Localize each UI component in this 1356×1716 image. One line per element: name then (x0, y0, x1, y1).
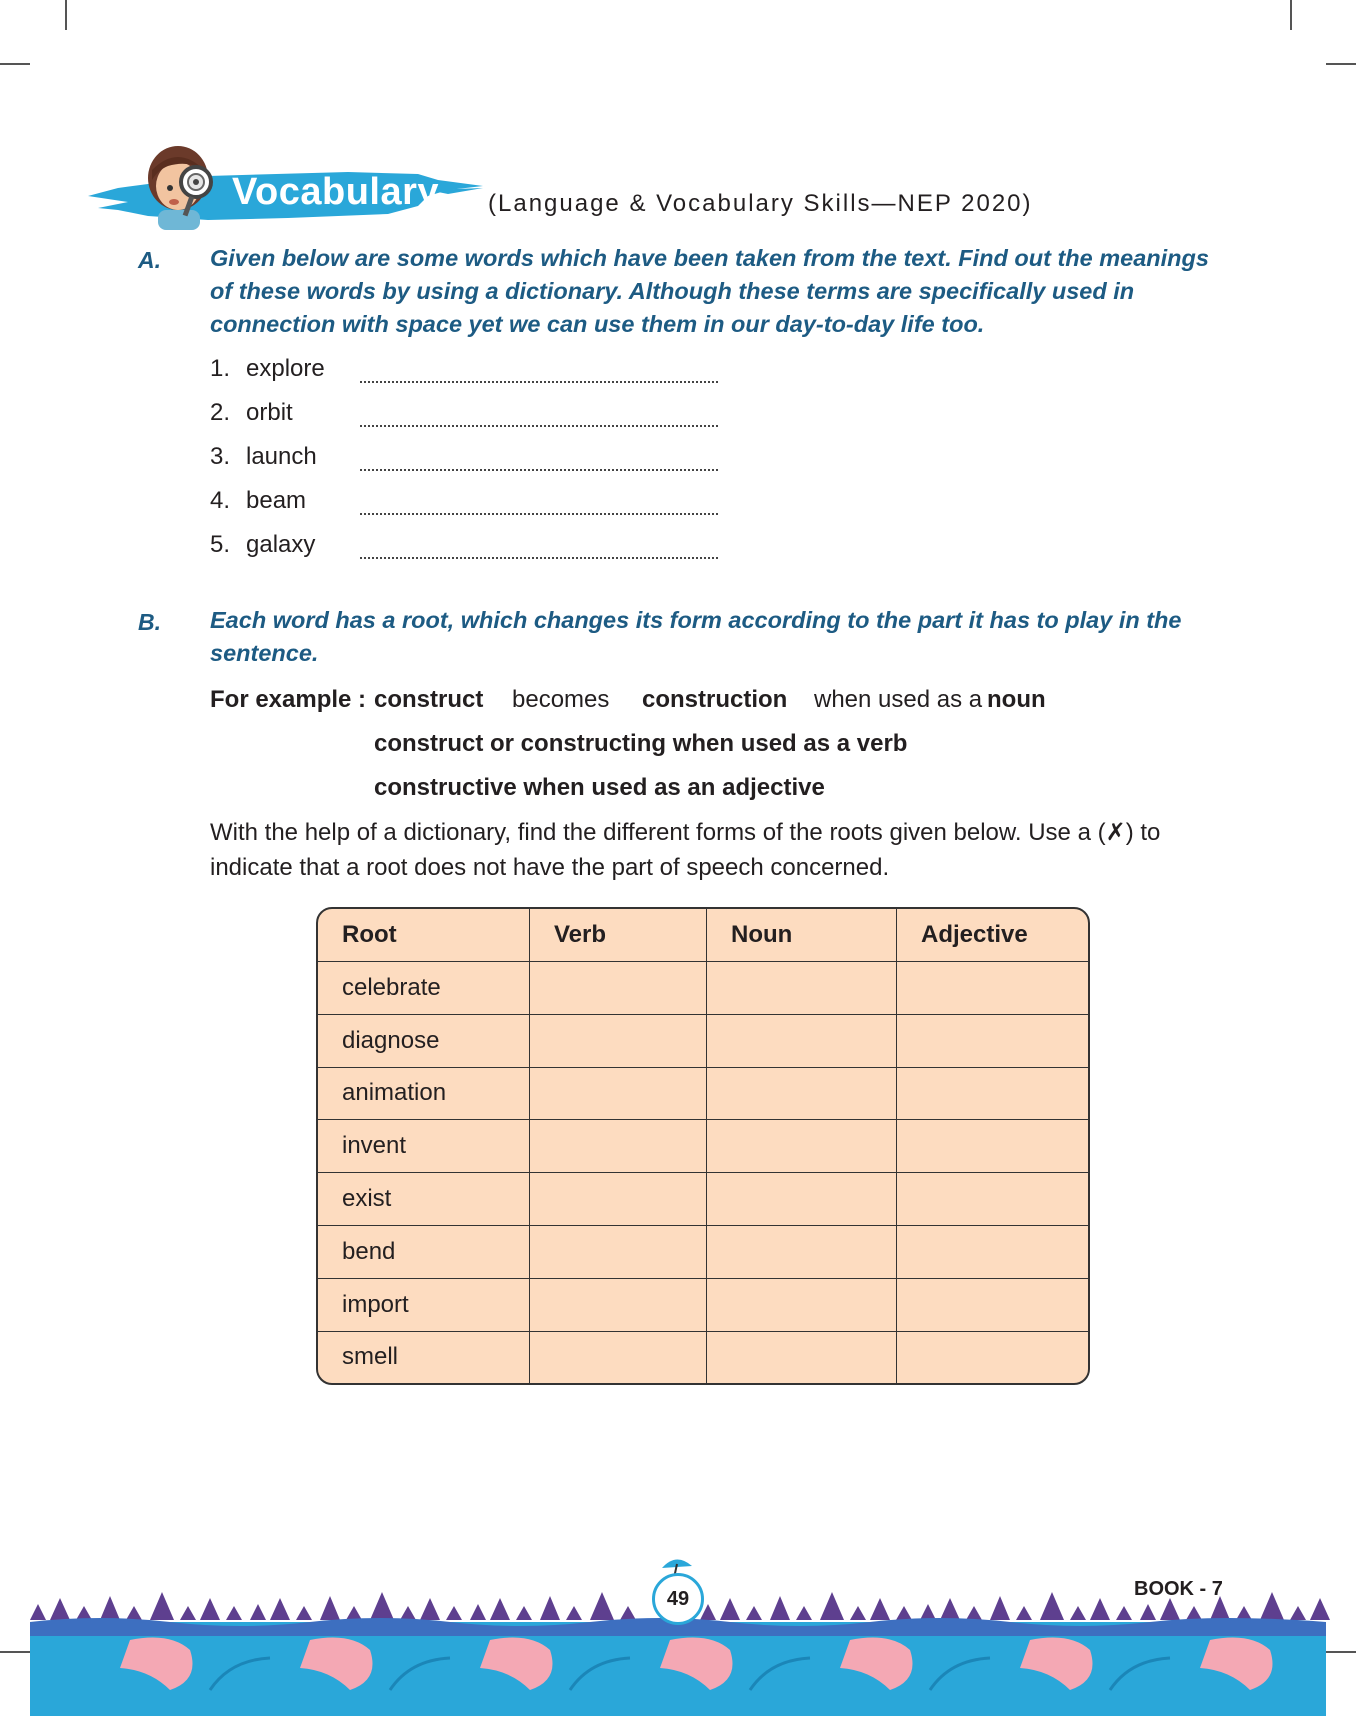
noun-cell[interactable] (707, 1067, 897, 1120)
table-row (318, 1173, 1088, 1226)
verb-cell[interactable] (530, 1014, 707, 1067)
table-row (318, 1225, 1088, 1278)
item-word: beam (246, 487, 307, 514)
example-noun-form: construction (642, 686, 788, 713)
item-word: galaxy (246, 531, 316, 558)
root-cell: celebrate (318, 962, 530, 1015)
item-word: launch (246, 443, 317, 470)
girl-with-magnifier-icon (138, 140, 230, 232)
root-cell: invent (318, 1120, 530, 1173)
table-row (318, 1014, 1088, 1067)
example-label: For example : (210, 686, 367, 713)
adjective-cell[interactable] (897, 1120, 1089, 1173)
verb-cell[interactable] (530, 1278, 707, 1331)
answer-blank[interactable] (360, 357, 718, 383)
book-label: BOOK - 7 (1134, 1578, 1223, 1600)
verb-cell[interactable] (530, 1225, 707, 1278)
noun-cell[interactable] (707, 1014, 897, 1067)
table-row (318, 962, 1088, 1015)
header-adjective: Adjective (897, 909, 1089, 962)
answer-blank[interactable] (360, 401, 718, 427)
header-noun: Noun (707, 909, 897, 962)
list-item (210, 531, 718, 575)
crop-mark (0, 63, 30, 65)
crop-mark (65, 0, 67, 30)
noun-cell[interactable] (707, 1173, 897, 1226)
item-number: 3. (210, 443, 231, 470)
adjective-cell[interactable] (897, 1225, 1089, 1278)
question-b-instruction: Each word has a root, which changes its form according to the part it has to play in the sentence. (210, 607, 1182, 666)
list-item (210, 487, 718, 531)
crop-mark (1326, 63, 1356, 65)
adjective-cell[interactable] (897, 1173, 1089, 1226)
table-row (318, 1120, 1088, 1173)
word-forms-table (316, 907, 1090, 1385)
root-cell: exist (318, 1173, 530, 1226)
root-cell: smell (318, 1331, 530, 1383)
question-a-instruction: Given below are some words which have been taken from the text. Find out the meanings of these words by using a dictionary. Although these terms are specifically used in connection with space yet we can use them in our day-to-day life too. (210, 245, 1209, 337)
list-item (210, 355, 718, 399)
root-cell: import (318, 1278, 530, 1331)
answer-blank[interactable] (360, 533, 718, 559)
adjective-cell[interactable] (897, 1331, 1089, 1383)
root-cell: animation (318, 1067, 530, 1120)
question-b-letter: B. (138, 609, 161, 635)
section-title: Vocabulary (232, 171, 440, 213)
list-item (210, 399, 718, 443)
example-adjective-line: constructive when used as an adjective (374, 774, 825, 801)
item-word: explore (246, 355, 325, 382)
example-noun: noun (987, 686, 1046, 713)
adjective-cell[interactable] (897, 962, 1089, 1015)
header-root: Root (318, 909, 530, 962)
table-header-row (318, 909, 1088, 962)
crop-mark (1290, 0, 1292, 30)
noun-cell[interactable] (707, 962, 897, 1015)
adjective-cell[interactable] (897, 1014, 1089, 1067)
adjective-cell[interactable] (897, 1278, 1089, 1331)
table-row (318, 1331, 1088, 1383)
example-becomes: becomes (512, 686, 610, 713)
item-number: 2. (210, 399, 231, 426)
answer-blank[interactable] (360, 489, 718, 515)
table-row (318, 1278, 1088, 1331)
question-a-letter: A. (138, 247, 161, 273)
instruction-paragraph: With the help of a dictionary, find the different forms of the roots given below. Use a (✗) to indicate that a root does not have the part of speech concerned. (210, 819, 1161, 881)
noun-cell[interactable] (707, 1120, 897, 1173)
noun-cell[interactable] (707, 1331, 897, 1383)
example-when-noun: when used as a (814, 686, 983, 713)
noun-cell[interactable] (707, 1225, 897, 1278)
noun-cell[interactable] (707, 1278, 897, 1331)
adjective-cell[interactable] (897, 1067, 1089, 1120)
footer-landscape-decoration (0, 1540, 1356, 1716)
verb-cell[interactable] (530, 1120, 707, 1173)
table-row (318, 1067, 1088, 1120)
header-verb: Verb (530, 909, 707, 962)
verb-cell[interactable] (530, 1173, 707, 1226)
example-root: construct (374, 686, 484, 713)
item-word: orbit (246, 399, 293, 426)
verb-cell[interactable] (530, 1067, 707, 1120)
answer-blank[interactable] (360, 445, 718, 471)
root-cell: diagnose (318, 1014, 530, 1067)
item-number: 1. (210, 355, 231, 382)
verb-cell[interactable] (530, 1331, 707, 1383)
section-subtitle: (Language & Vocabulary Skills—NEP 2020) (488, 190, 1033, 217)
item-number: 4. (210, 487, 231, 514)
page-number: 49 (652, 1573, 704, 1625)
item-number: 5. (210, 531, 231, 558)
example-verb-line: construct or constructing when used as a verb (374, 730, 908, 757)
list-item (210, 443, 718, 487)
root-cell: bend (318, 1225, 530, 1278)
verb-cell[interactable] (530, 962, 707, 1015)
word-list (210, 355, 718, 575)
